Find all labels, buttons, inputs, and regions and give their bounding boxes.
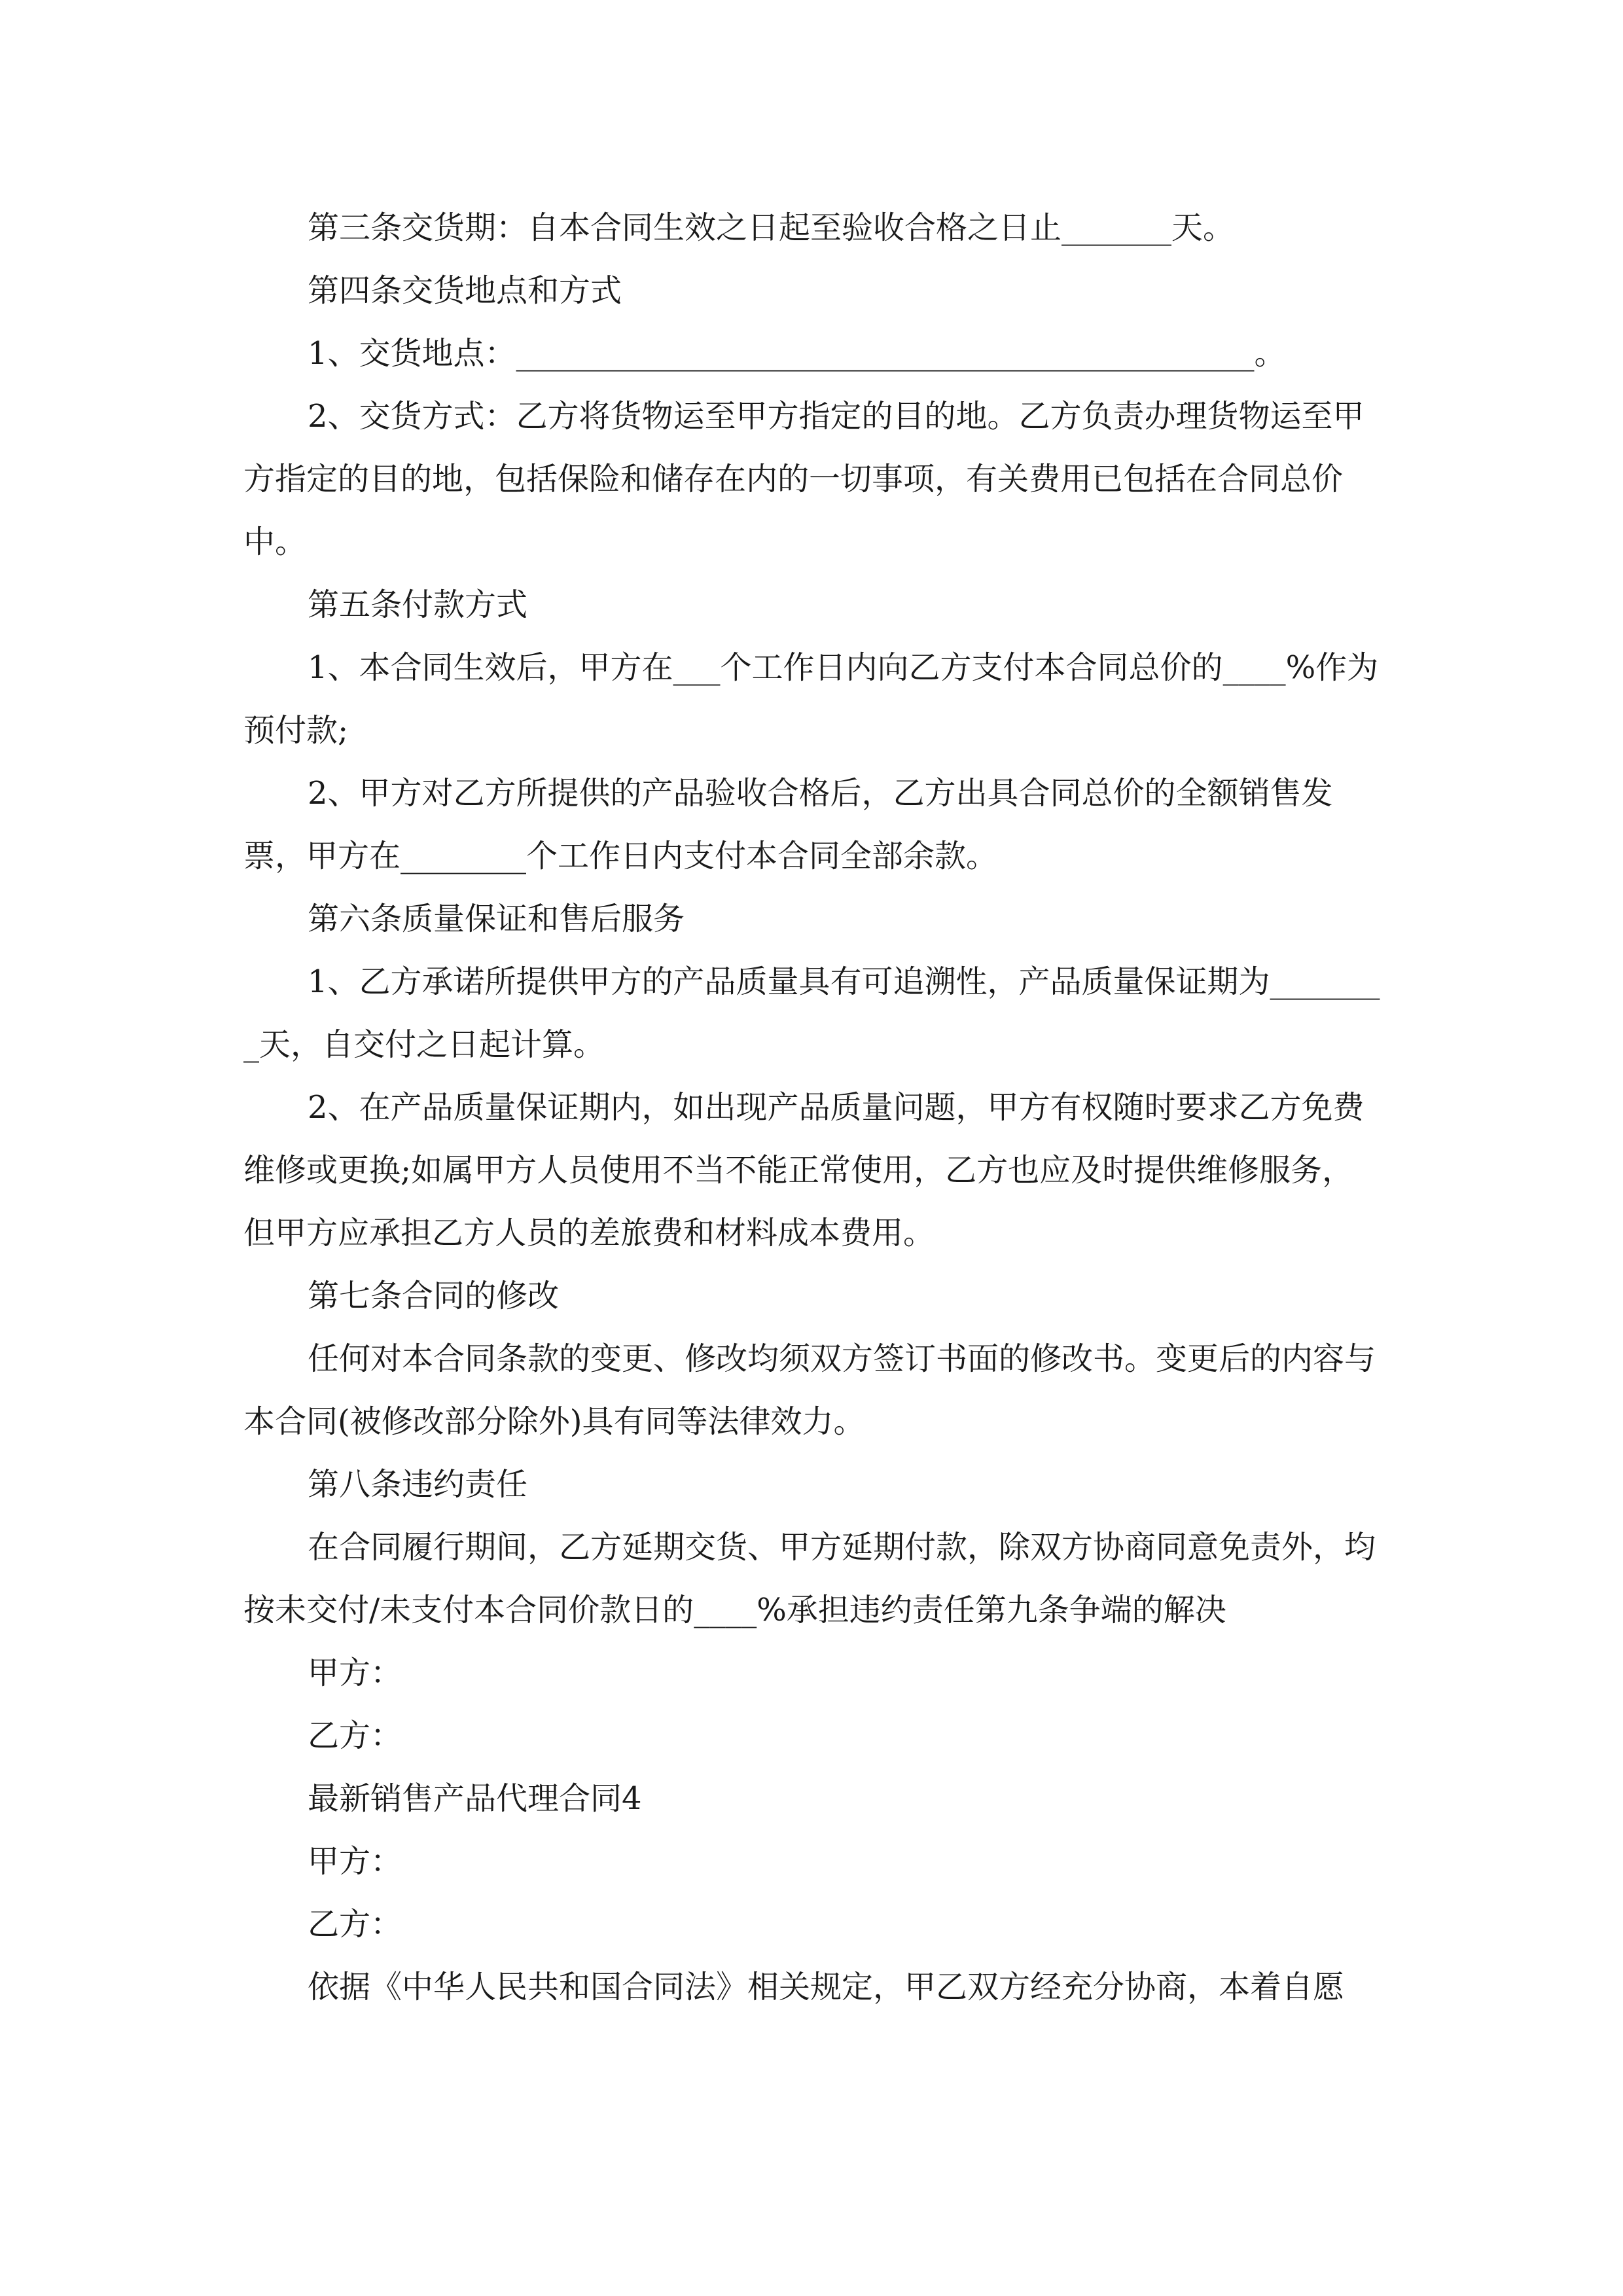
clause-7-body xyxy=(243,1327,1382,1453)
clause-6-item-1 xyxy=(243,950,1382,1076)
text-segment: 第六条质量保证和售后服务 xyxy=(308,901,685,937)
text-segment: 2、在产品质量保证期内，如出现产品质量问题，甲方有权随时要求乙方免费维修或更换;如属甲方人员使用不当不能正常使用，乙方也应及时提供维修服务，但甲方应承担乙方人员的差旅费和材料成本费用。 xyxy=(243,1089,1364,1251)
blank-percent: ____ xyxy=(1222,649,1286,686)
text-segment: 第四条交货地点和方式 xyxy=(308,272,622,309)
text-segment: 。 xyxy=(1254,335,1286,372)
contract-4-title xyxy=(243,1767,1382,1830)
text-segment: 天。 xyxy=(1171,209,1235,246)
text-segment: 甲方： xyxy=(308,1655,402,1691)
text-segment: %承担违约责任第九条争端的解决 xyxy=(757,1592,1226,1628)
text-segment: 第五条付款方式 xyxy=(308,586,528,623)
contract-4-party-b xyxy=(243,1893,1382,1956)
clause-4-item-2 xyxy=(243,385,1382,573)
clause-7-heading xyxy=(243,1265,1382,1327)
blank-percent: ____ xyxy=(694,1592,757,1628)
text-segment: 第三条交货期：自本合同生效之日起至验收合格之日止 xyxy=(308,209,1062,246)
text-segment: 乙方： xyxy=(308,1906,402,1943)
text-segment: 任何对本合同条款的变更、修改均须双方签订书面的修改书。变更后的内容与本合同(被修改部分除外)具有同等法律效力。 xyxy=(243,1340,1376,1440)
clause-4-heading xyxy=(243,259,1382,322)
clause-8-heading xyxy=(243,1453,1382,1516)
text-segment: 第八条违约责任 xyxy=(308,1466,528,1503)
blank-days: ________ xyxy=(243,963,1380,1063)
blank-location: _______________________________________________ xyxy=(516,335,1255,372)
contract-4-party-a xyxy=(243,1830,1382,1893)
text-segment: 2、甲方对乙方所提供的产品验收合格后，乙方出具合同总价的全额销售发票，甲方在 xyxy=(243,775,1333,874)
clause-5-item-1 xyxy=(243,636,1382,762)
blank-days: _______ xyxy=(1061,209,1172,246)
text-segment: 个工作日内向乙方支付本合同总价的 xyxy=(720,649,1223,686)
text-segment: 甲方： xyxy=(308,1843,402,1880)
clause-6-heading xyxy=(243,888,1382,950)
clause-8-body xyxy=(243,1516,1382,1641)
text-segment: 天，自交付之日起计算。 xyxy=(259,1026,605,1063)
text-segment: 第七条合同的修改 xyxy=(308,1278,560,1314)
party-a-signature-line xyxy=(243,1641,1382,1704)
text-segment: 乙方： xyxy=(308,1717,402,1754)
clause-5-heading xyxy=(243,573,1382,636)
blank-workdays: ________ xyxy=(401,838,527,874)
text-segment: 在合同履行期间，乙方延期交货、甲方延期付款，除双方协商同意免责外，均按未交付/未支付本合同价款日的 xyxy=(243,1529,1376,1628)
text-segment: 最新销售产品代理合同4 xyxy=(308,1780,642,1817)
text-segment: 依据《中华人民共和国合同法》相关规定，甲乙双方经充分协商，本着自愿 xyxy=(308,1969,1345,2005)
blank-workdays: ___ xyxy=(673,649,721,686)
document-body xyxy=(243,196,1382,2018)
text-segment: 个工作日内支付本合同全部余款。 xyxy=(526,838,998,874)
text-segment: 1、乙方承诺所提供甲方的产品质量具有可追溯性，产品质量保证期为 xyxy=(308,963,1270,1000)
clause-4-item-1 xyxy=(243,322,1382,385)
text-segment: %作为预付款; xyxy=(243,649,1379,749)
text-segment: 1、交货地点： xyxy=(308,335,516,372)
text-segment: 1、本合同生效后，甲方在 xyxy=(308,649,673,686)
clause-5-item-2 xyxy=(243,762,1382,888)
text-segment: 2、交货方式：乙方将货物运至甲方指定的目的地。乙方负责办理货物运至甲方指定的目的地，包括保险和储存在内的一切事项，有关费用已包括在合同总价中。 xyxy=(243,398,1364,560)
party-b-signature-line xyxy=(243,1704,1382,1767)
contract-4-preamble xyxy=(243,1956,1382,2018)
clause-6-item-2 xyxy=(243,1076,1382,1265)
clause-3-delivery-period xyxy=(243,196,1382,259)
